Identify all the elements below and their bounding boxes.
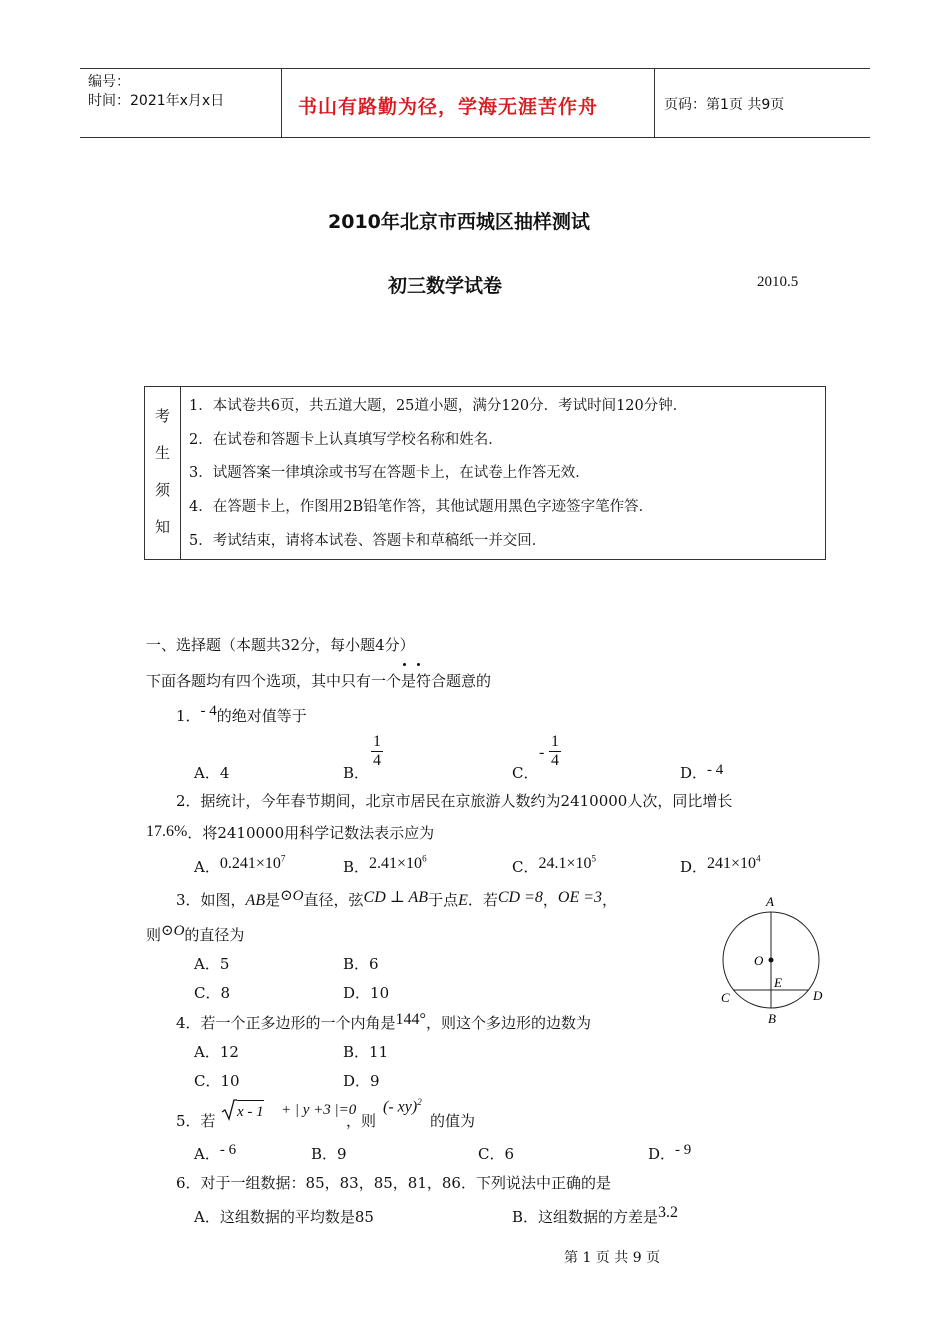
option-value: 4	[219, 764, 230, 782]
exam-date: 2010.5	[757, 274, 799, 290]
fraction-numerator: 1	[373, 733, 381, 750]
notice-side-char: 生	[154, 444, 170, 462]
q2-option-c	[512, 853, 597, 877]
q4-option-d: D．9	[343, 1072, 380, 1090]
option-value: 241×10	[707, 855, 757, 872]
option-exponent: 6	[422, 853, 427, 864]
q3-text: 直径，弦	[303, 891, 364, 909]
q2-option-b	[343, 853, 427, 877]
option-exponent: 7	[280, 853, 286, 864]
exam-title: 2010年北京市西城区抽样测试	[328, 211, 590, 233]
header-page-code: 页码：第1页 共9页	[664, 97, 785, 113]
question-6: 6．对于一组数据：85，83，85，81，86．下列说法中正确的是	[176, 1174, 611, 1192]
q3-option-b: B．6	[343, 955, 379, 973]
figure-label-d: D	[813, 988, 823, 1003]
q2-percent: 17.6%	[146, 823, 188, 840]
q3-text: 是	[265, 891, 281, 909]
figure-label-e: E	[774, 975, 782, 990]
q3-circle-figure	[714, 892, 834, 1032]
option-exponent: 4	[756, 853, 761, 864]
option-value: - 9	[675, 1142, 692, 1158]
q4-option-c: C．10	[194, 1072, 240, 1090]
q3-circle-o: ⊙O	[161, 923, 185, 939]
q6-option-a: A．这组数据的平均数是85	[194, 1208, 374, 1226]
option-exponent: 5	[591, 853, 597, 864]
notice-side-char: 知	[154, 518, 170, 536]
emphasis-dot	[403, 663, 406, 666]
q5-then: ，则	[346, 1112, 377, 1130]
q1-text: 的绝对值等于	[216, 707, 307, 725]
option-value: 2.41×10	[369, 855, 423, 872]
emphasis-dot	[417, 663, 420, 666]
option-label: D．	[680, 764, 708, 782]
q6-option-b-text: B．这组数据的方差是	[512, 1208, 659, 1226]
q3-ab: AB	[245, 892, 266, 909]
notice-box	[144, 386, 826, 560]
fraction-numerator: 1	[551, 733, 559, 750]
q1-expr: - 4	[200, 703, 217, 719]
q4-option-a: A．12	[194, 1043, 239, 1061]
figure-label-b: B	[768, 1011, 776, 1026]
q3-cd-eq: CD =8	[497, 889, 543, 906]
header-time-label: 时间：2021年x月x日	[88, 93, 225, 109]
q1-prefix: 1．	[176, 707, 201, 725]
header-divider	[654, 69, 655, 137]
q5-prefix: 5．若	[176, 1112, 216, 1130]
notice-divider	[180, 387, 181, 559]
q4-text: 4．若一个正多边形的一个内角是	[176, 1014, 396, 1032]
option-label: A．	[194, 1145, 220, 1163]
q3-option-c: C．8	[194, 984, 231, 1002]
option-label: D．	[680, 858, 708, 876]
option-value: 24.1×10	[538, 855, 592, 872]
q5-option-c: C．6	[478, 1145, 515, 1163]
option-label: A．	[194, 764, 220, 782]
option-label: A．	[194, 858, 220, 876]
q6-option-b-value: 3.2	[658, 1204, 679, 1221]
notice-item: 3．试题答案一律填涂或书写在答题卡上，在试卷上作答无效．	[189, 465, 590, 481]
notice-item: 4．在答题卡上，作图用2B铅笔作答，其他试题用黑色字迹签字笔作答．	[189, 499, 654, 515]
notice-side-char: 考	[154, 407, 170, 425]
q5-radicand-text: x - 1	[237, 1104, 264, 1120]
figure-center-point	[769, 958, 774, 963]
q2-option-d	[680, 853, 761, 877]
q3-text: 3．如图，	[176, 891, 246, 909]
q5-exponent: 2	[417, 1097, 422, 1107]
q3-text: ．若	[467, 891, 498, 909]
q3-text: 的直径为	[184, 926, 245, 944]
q5-radicand	[237, 1100, 264, 1121]
option-value: - 4	[707, 762, 724, 778]
exam-subtitle: 初三数学试卷	[388, 275, 503, 297]
q1-option-a	[194, 762, 229, 783]
figure-label-o: O	[754, 953, 764, 968]
q3-text: ，	[602, 891, 618, 909]
q1-option-b-fraction	[371, 733, 383, 770]
section-instruction: 下面各题均有四个选项，其中只有一个是符合题意的	[146, 672, 492, 690]
q5-option-a	[194, 1143, 236, 1164]
question-1	[176, 705, 307, 726]
section-heading: 一、选择题（本题共32分，每小题4分）	[146, 636, 415, 654]
figure-label-c: C	[721, 990, 730, 1005]
q4-text: ，则这个多边形的边数为	[425, 1014, 591, 1032]
q3-text: 则	[146, 926, 162, 944]
q3-option-a: A．5	[194, 955, 230, 973]
option-value: 0.241×10	[219, 855, 281, 872]
option-value: - 6	[219, 1142, 237, 1158]
header-motto: 书山有路勤为径，学海无涯苦作舟	[298, 96, 599, 118]
page-footer: 第 1 页 共 9 页	[564, 1250, 661, 1266]
q4-angle: 144°	[395, 1011, 426, 1028]
radical-sign-icon	[221, 1098, 237, 1122]
q6-option-b	[512, 1206, 678, 1227]
question-2-line1: 2．据统计，今年春节期间，北京市居民在京旅游人数约为2410000人次，同比增长	[176, 792, 733, 810]
q1-option-c-sign: -	[539, 744, 545, 761]
q3-e: E	[458, 892, 468, 909]
q1-option-c-label: C．	[512, 764, 539, 782]
notice-item: 5．考试结束，请将本试卷、答题卡和草稿纸一并交回．	[189, 533, 547, 549]
question-3-line1	[176, 889, 617, 910]
q5-post: 的值为	[430, 1112, 476, 1130]
q1-option-b-label: B．	[343, 764, 370, 782]
q3-oe-eq: OE =3	[557, 889, 603, 906]
notice-item: 1．本试卷共6页，共五道大题，25道小题，满分120分．考试时间120分钟．	[189, 398, 688, 414]
question-4	[176, 1012, 591, 1033]
q1-option-c-fraction	[549, 733, 561, 770]
header-divider	[281, 69, 282, 137]
q1-option-d	[680, 762, 723, 783]
notice-side-char: 须	[154, 481, 170, 499]
figure-label-a: A	[766, 894, 774, 909]
q2-option-a	[194, 853, 286, 877]
fraction-denominator: 4	[373, 752, 381, 769]
q5-option-d	[648, 1143, 691, 1164]
notice-item: 2．在试卷和答题卡上认真填写学校名称和姓名．	[189, 432, 503, 448]
q3-circle-o: ⊙O	[280, 888, 304, 904]
q2-text: ．将2410000用科学记数法表示应为	[187, 824, 435, 842]
q3-option-d: D．10	[343, 984, 390, 1002]
fraction-denominator: 4	[551, 752, 559, 769]
q5-option-b: B．9	[311, 1145, 347, 1163]
header-number-label: 编号：	[88, 74, 130, 90]
question-3-line2	[146, 924, 244, 945]
q5-expr-text: (- xy)	[383, 1098, 418, 1116]
option-label: D．	[648, 1145, 676, 1163]
q3-text: 于点	[428, 891, 459, 909]
q5-expr	[383, 1097, 422, 1116]
q4-option-b: B．11	[343, 1043, 389, 1061]
q3-text: ，	[542, 891, 558, 909]
q5-abs-expr: + | y +3 |=0	[281, 1102, 357, 1118]
option-label: C．	[512, 858, 539, 876]
q3-cd-perp-ab: CD ⊥ AB	[363, 889, 429, 906]
question-2-line2	[146, 822, 434, 843]
option-label: B．	[343, 858, 370, 876]
